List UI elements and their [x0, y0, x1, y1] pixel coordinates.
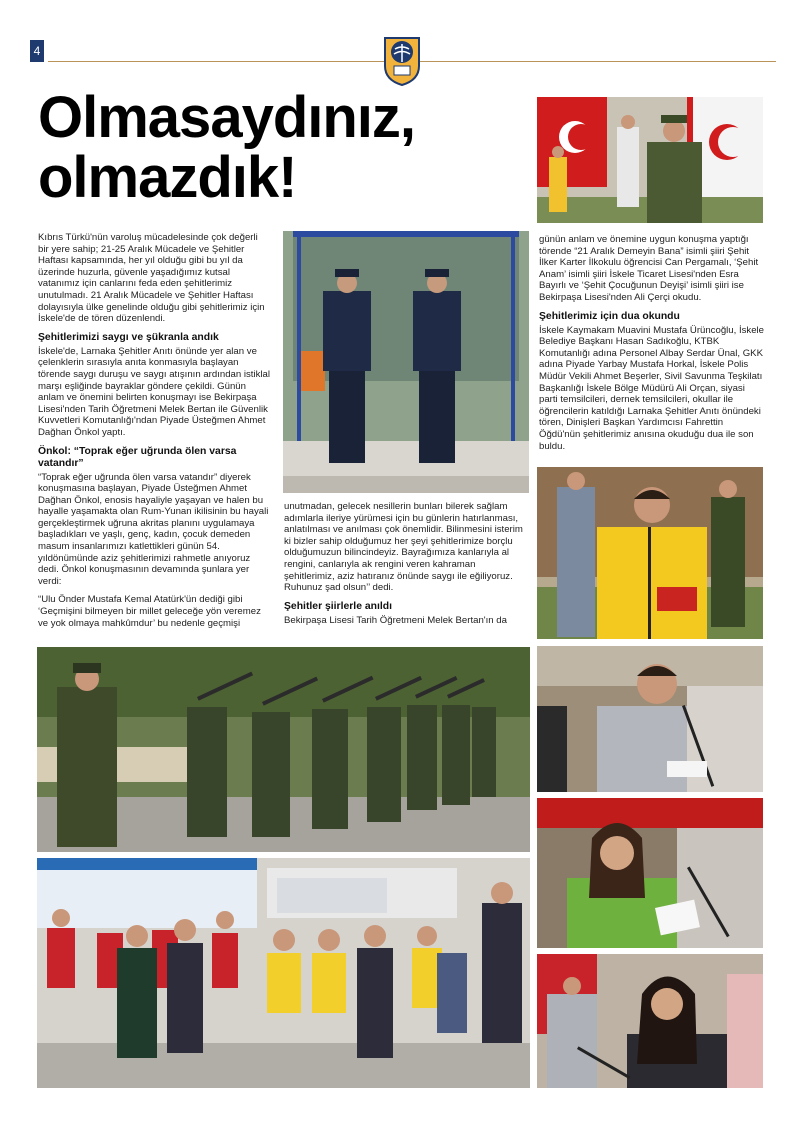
paragraph: unutmadan, gelecek nesillerin bunları bilerek sağlam adımlarla ileriye yürümesi için bu günlerin hatırlanması, anlatılması ve anılması çok önemlidir. Bilinmesini isterim ki bizler sahip olduğumuz her şeyi şehitlerimize borçlu olduğumuzun bilincindeyiz. Bayrağımıza kanlarıyla al rengini, canlarıyla ak rengini veren kahraman şehitlerimiz, aziz hatıranız önünde saygı ile eğiliyoruz. Ruhunuz şad olsun’’ dedi. — [284, 501, 523, 594]
paragraph: İskele Kaymakam Muavini Mustafa Ürüncoğlu, İskele Belediye Başkanı Hasan Sadıkoğlu, KTBK Komutanlığı adına Personel Albay Serdar Ünal, GKK adına Piyade Yarbay Mustafa Horkal, İskele Polis Müdür Vekili Ahmet Beşerler, Sivil Savunma Teşkilatı Başkanlığı İskele Bölge Müdürü Ali Orçan, siyasi parti temsilcileri, dernek temsilcileri, okullar ile öğrencilerin katıldığı Larnaka Şehitler Anıtı önündeki tören, Dinişleri Başkan Yardımcısı Fahrettin Öğdü'nün şehitlerimiz anısına okuduğu dua ile son buldu. — [539, 324, 765, 452]
intro-paragraph: Kıbrıs Türkü'nün varoluş mücadelesinde çok değerli bir yere sahip; 21-25 Aralık Mücadele ve Şehitler Haftası kapsamında, her yıl olduğu gibi bu yıl da üzerinde huzurla, güvenle yaşadığımız kutsal vatanımız için canlarını feda eden şehitlerimiz unutulmadı. 21 Aralık Mücadele ve Şehitler Haftası dolayısıyla ülke genelinde olduğu gibi şehitlerimiz için İskele'de de tören düzenlendi. — [38, 232, 265, 325]
photo-soldiers-firing — [37, 647, 530, 852]
paragraph: Bekirpaşa Lisesi Tarih Öğretmeni Melek Bertan'ın da — [284, 614, 507, 626]
paragraph: İskele'de, Larnaka Şehitler Anıtı önünde yer alan ve çelenklerin sırasıyla anıta konmasıyla başlayan törende saygı duruşu ve saygı atışının ardından istiklal marşı eşliğinde bayraklar göndere çekildi. Günün anlam ve önemini belirten konuşmayı ise Bekirpaşa Lisesi'nden Tarih Öğretmeni Melek Bertan ile Güvenlik Kuvvetleri Komutanlığı'ndan Piyade Üsteğmen Ahmet Dağhan Önkol yaptı. — [38, 345, 270, 438]
photo-students-group — [37, 858, 530, 1088]
photo-police-salute — [283, 231, 529, 493]
section-heading: Şehitlerimizi saygı ve şükranla andık — [38, 331, 219, 343]
paragraph: “Ulu Önder Mustafa Kemal Atatürk'ün dediği gibi ‘Geçmişini bilmeyen bir millet geleceğe yön veremez ve yok olmaya mahkûmdur’ bu nedenle geçmişi — [38, 594, 261, 629]
paragraph: “Toprak eğer uğrunda ölen varsa vatandır” diyerek konuşmasına başlayan, Piyade Üsteğmen Ahmet Dağhan Önkol, enosis hayaliyle yaşayan ve halen bu hayalle yaşamakta olan Rum-Yunan ikilisinin bu hayali gerçekleştirmek uğruna akritas planını uygulamaya başladıkları ve yaşlı, genç, kadın, çocuk demeden masum insanlarımızı katlettikleri günün 54. yıldönümünde aziz şehitlerimizi rahmetle anıyoruz dedi. Önkol konuşmasının devamında şunlara yer verdi: — [38, 471, 269, 587]
photo-boy-microphone — [537, 646, 763, 792]
section-heading: Şehitlerimiz için dua okundu — [539, 310, 680, 322]
text-column-3 — [539, 234, 765, 459]
text-column-2 — [284, 501, 528, 633]
school-logo — [381, 36, 423, 86]
section-heading: Önkol: “Toprak eğer uğrunda ölen varsa vatandır” — [38, 445, 237, 469]
article-title: Olmasaydınız, olmazdık! — [38, 85, 416, 210]
photo-girl-green-reading — [537, 798, 763, 948]
paragraph: günün anlam ve önemine uygun konuşma yaptığı törende “21 Aralık Demeyin Bana” isimli şiiri Şehit İlker Karter İlkokulu öğrencisi Can Pergamalı, ‘Şehit Anam’ isimli şiiri İskele Ticaret Lisesi'nden Esra Bayırlı ve ‘Şehit Çocuğunun Deyişi’ isimli şiiri ise Bekirpaşa Lisesi'nden Ali Çerçi okudu. — [539, 234, 759, 303]
photo-girl-microphone — [537, 954, 763, 1088]
photo-officer-flags — [537, 97, 763, 223]
page-number: 4 — [30, 40, 44, 62]
photo-boy-reading — [537, 467, 763, 639]
text-column-1 — [38, 232, 270, 629]
section-heading: Şehitler şiirlerle anıldı — [284, 600, 392, 612]
